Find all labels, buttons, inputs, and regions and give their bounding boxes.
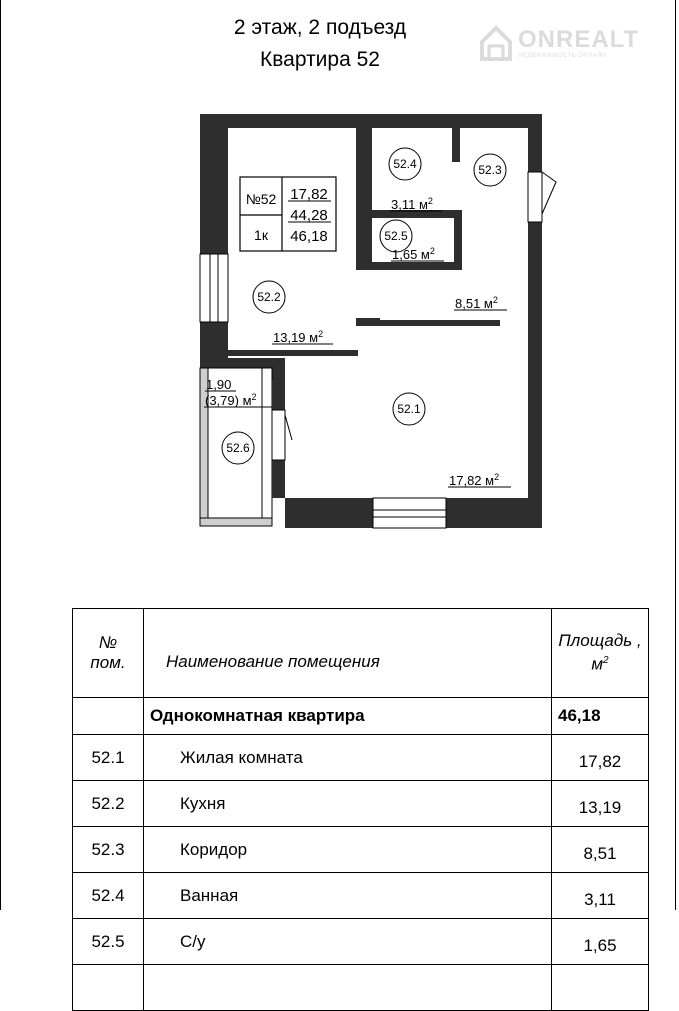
table-header bbox=[73, 609, 649, 698]
table-row-partial bbox=[73, 965, 649, 1011]
floor-entrance-title: 2 этаж, 2 подъезд bbox=[233, 16, 407, 39]
room-label-52-5: 52.5 bbox=[384, 229, 408, 243]
room-label-52-3: 52.3 bbox=[478, 163, 502, 177]
area-label-52-4: 3,11 $м^2$ bbox=[391, 196, 433, 212]
apartment-info-box bbox=[240, 177, 336, 251]
header-name: Наименование помещения bbox=[144, 609, 552, 698]
room-label-52-1: 52.1 bbox=[397, 402, 421, 416]
apartment-title: Квартира 52 bbox=[260, 48, 380, 71]
info-living-area: 17,82 bbox=[290, 186, 328, 203]
apartment-area: 46,18 bbox=[552, 698, 649, 735]
area-label-52-2: 13,19 $м^2$ bbox=[273, 329, 324, 345]
area-label-52-1: 17,82 $м^2$ bbox=[449, 472, 500, 488]
info-total-area: 44,28 bbox=[290, 207, 328, 224]
info-total-with-balcony: 46,18 bbox=[290, 228, 328, 245]
table-row: 52.5 С/у 1,65 bbox=[73, 919, 649, 965]
watermark-subtitle: НЕДВИЖИМОСТЬ ОНЛАЙН bbox=[518, 53, 607, 59]
table-row: 52.3 Коридор 8,51 bbox=[73, 827, 649, 873]
room-label-52-4: 52.4 bbox=[393, 157, 417, 171]
table-row: 52.1 Жилая комната 17,82 bbox=[73, 735, 649, 781]
area-label-52-5: 1,65 $м^2$ bbox=[392, 246, 435, 262]
area-label-52-6-a: 1,90 bbox=[206, 377, 232, 392]
info-room-type: 1к bbox=[254, 227, 268, 243]
info-apartment-number: №52 bbox=[245, 191, 277, 207]
table-row-apartment bbox=[73, 698, 649, 735]
room-label-52-6: 52.6 bbox=[226, 441, 250, 455]
rooms-table bbox=[72, 608, 649, 1011]
table-row: 52.2 Кухня 13,19 bbox=[73, 781, 649, 827]
watermark-brand: ONREALT bbox=[518, 26, 640, 53]
entrance-door bbox=[528, 172, 556, 222]
header-area: Площадь , $м^2$ bbox=[552, 609, 649, 698]
area-label-52-6-b: (3,79) $м^2$ bbox=[205, 392, 257, 408]
room-label-52-2: 52.2 bbox=[257, 290, 281, 304]
header-number: № пом. bbox=[73, 609, 144, 698]
table-row: 52.4 Ванная 3,11 bbox=[73, 873, 649, 919]
apartment-name: Однокомнатная квартира bbox=[144, 698, 552, 735]
area-label-52-3: 8,51 $м^2$ bbox=[455, 295, 498, 311]
